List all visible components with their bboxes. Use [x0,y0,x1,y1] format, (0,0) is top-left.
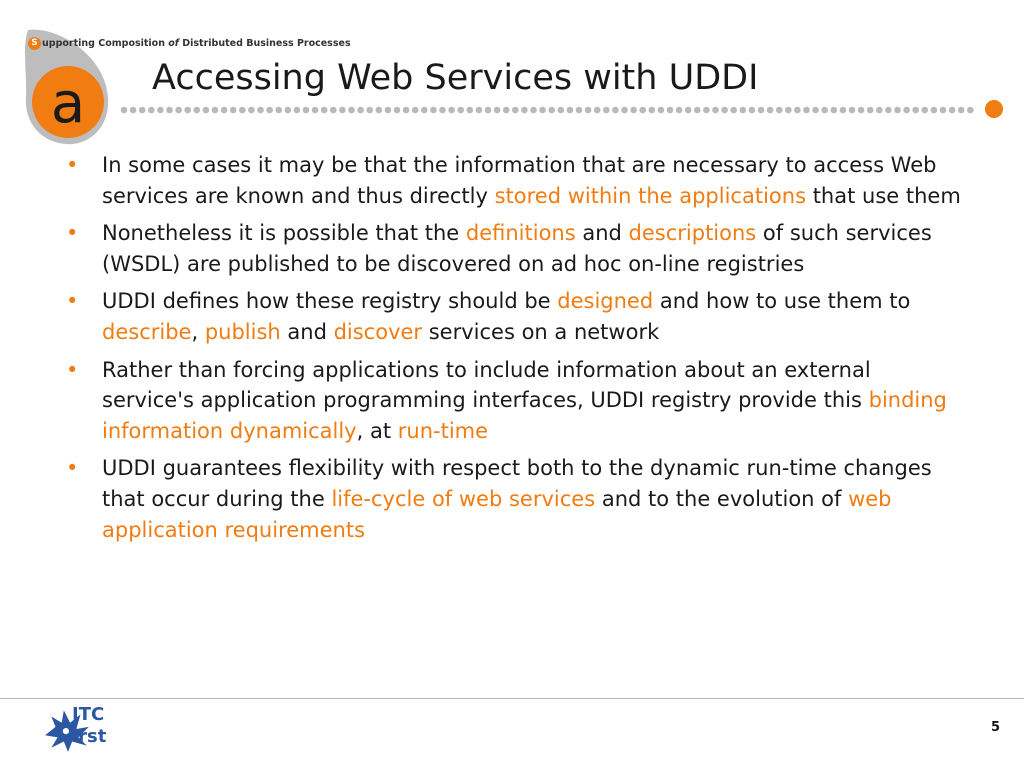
divider-dot [248,107,255,114]
divider-dot [366,107,373,114]
bullet-marker-icon: • [66,153,79,177]
slide-title: Accessing Web Services with UDDI [152,58,759,98]
divider-dot [539,107,546,114]
divider-dot [239,107,246,114]
divider-dot [621,107,628,114]
divider-dot [712,107,719,114]
divider-dot [821,107,828,114]
divider-dot [430,107,437,114]
divider-dot [439,107,446,114]
bullet-marker-icon: • [66,357,79,382]
divider-dot [121,107,128,114]
divider-dot [630,107,637,114]
divider-dot [639,107,646,114]
divider-dot [166,107,173,114]
divider-dot [667,107,674,114]
divider-dot [576,107,583,114]
divider-end-dot [985,100,1003,118]
highlighted-text: stored within the applications [494,183,807,208]
bullet-text: and [575,221,629,246]
divider-dot [958,107,965,114]
divider-dot [585,107,592,114]
divider-dot [922,107,929,114]
divider-dot [730,107,737,114]
footer-org-line2: irst [72,726,107,747]
divider-dot [521,107,528,114]
highlighted-text: life-cycle of web services [331,486,596,511]
bullet-marker-icon: • [66,221,79,246]
divider-dot [558,107,565,114]
divider-dot [812,107,819,114]
bullet-text: , [191,319,205,344]
divider-dot [512,107,519,114]
divider-dot [476,107,483,114]
divider-dot [175,107,182,114]
divider-dot [148,107,155,114]
divider-dot [603,107,610,114]
divider-dot [321,107,328,114]
divider-dot [758,107,765,114]
divider-dot [467,107,474,114]
divider-dot [694,107,701,114]
divider-dot [967,107,974,114]
divider-dot [903,107,910,114]
tagline-part1: upporting Composition [42,37,165,49]
tagline-initial: S [28,37,41,50]
divider-dot [385,107,392,114]
highlighted-text: descriptions [628,221,757,246]
bullet-item [66,355,966,447]
divider-dot [230,107,237,114]
divider-dot [776,107,783,114]
divider-dot [912,107,919,114]
divider-dot [266,107,273,114]
highlighted-text: describe [102,319,192,344]
bullet-text: that use them [806,183,961,208]
bullet-text: services on a network [422,319,660,344]
footer-divider [0,698,1024,699]
divider-dot [612,107,619,114]
divider-dot [421,107,428,114]
divider-dot [376,107,383,114]
divider-dot [203,107,210,114]
divider-dot [285,107,292,114]
bullet-text: and how to use them to [653,289,911,314]
divider-dot [658,107,665,114]
divider-dot [749,107,756,114]
divider-dot [594,107,601,114]
divider-dot [894,107,901,114]
divider-dot [840,107,847,114]
bullet-item [66,453,966,545]
divider-dot [858,107,865,114]
divider-dot [394,107,401,114]
divider-dot [139,107,146,114]
highlighted-text: run-time [397,418,489,443]
divider-dot [867,107,874,114]
divider-dot [412,107,419,114]
divider-dot [348,107,355,114]
bullet-text: Rather than forcing applications to include information about an external service's application programming interfaces, UDDI registry provide this [102,357,871,413]
divider-dot [275,107,282,114]
divider-dot [339,107,346,114]
highlighted-text: designed [557,289,654,314]
divider-dot [767,107,774,114]
bullet-marker-icon: • [66,456,79,481]
divider-dot [530,107,537,114]
header-tagline [28,36,351,50]
highlighted-text: publish [204,319,281,344]
divider-dot [676,107,683,114]
divider-dot [703,107,710,114]
bullet-text: UDDI defines how these registry should be [102,289,558,314]
divider-dot [649,107,656,114]
divider-dot [849,107,856,114]
divider-dot [885,107,892,114]
divider-dot [803,107,810,114]
divider-dot [721,107,728,114]
divider-dot [403,107,410,114]
bullet-text: , at [356,418,398,443]
divider-dot [157,107,164,114]
page-number: 5 [990,720,1000,735]
divider-dot [503,107,510,114]
divider-dot [312,107,319,114]
bullet-marker-icon: • [66,289,79,314]
divider-dot [940,107,947,114]
divider-dot [130,107,137,114]
highlighted-text: web application requirements [102,486,892,542]
divider-dot [294,107,301,114]
divider-dot [194,107,201,114]
divider-dot [485,107,492,114]
bullet-text: In some cases it may be that the information that are necessary to access Web services are known and thus directly [102,153,937,208]
highlighted-text: discover [333,319,423,344]
bullet-list [66,150,966,545]
bullet-text: and to the evolution of [595,486,849,511]
bullet-text: of such services (WSDL) are published to be discovered on ad hoc on-line registries [102,221,932,276]
divider-dot [876,107,883,114]
divider-dot [494,107,501,114]
divider-dot [567,107,574,114]
divider-dot [448,107,455,114]
bullet-text: UDDI guarantees flexibility with respect both to the dynamic run-time changes that occur during the [102,456,932,511]
bullet-text: and [280,319,334,344]
logo-letter: a [50,71,86,136]
divider-dot [785,107,792,114]
divider-dot [831,107,838,114]
divider-dot [685,107,692,114]
bullet-item [66,150,966,211]
divider-dot [357,107,364,114]
footer-org-line1: ITC [72,704,105,725]
divider-dot [949,107,956,114]
divider-dot [548,107,555,114]
divider-dot [740,107,747,114]
bullet-item [66,286,966,347]
divider-dot [457,107,464,114]
divider-dot [257,107,264,114]
divider-dot [794,107,801,114]
bullet-text: Nonetheless it is possible that the [102,221,466,246]
slide-content [66,150,966,552]
bullet-item [66,218,966,279]
highlighted-text: definitions [465,221,576,246]
divider-dot [931,107,938,114]
divider-dot [221,107,228,114]
divider-dot [303,107,310,114]
tagline-of: of [168,37,179,49]
highlighted-text: binding information dynamically [102,388,947,443]
tagline-part2: Distributed Business Processes [182,37,351,49]
divider-dot [212,107,219,114]
divider-dot [330,107,337,114]
divider-dot [184,107,191,114]
